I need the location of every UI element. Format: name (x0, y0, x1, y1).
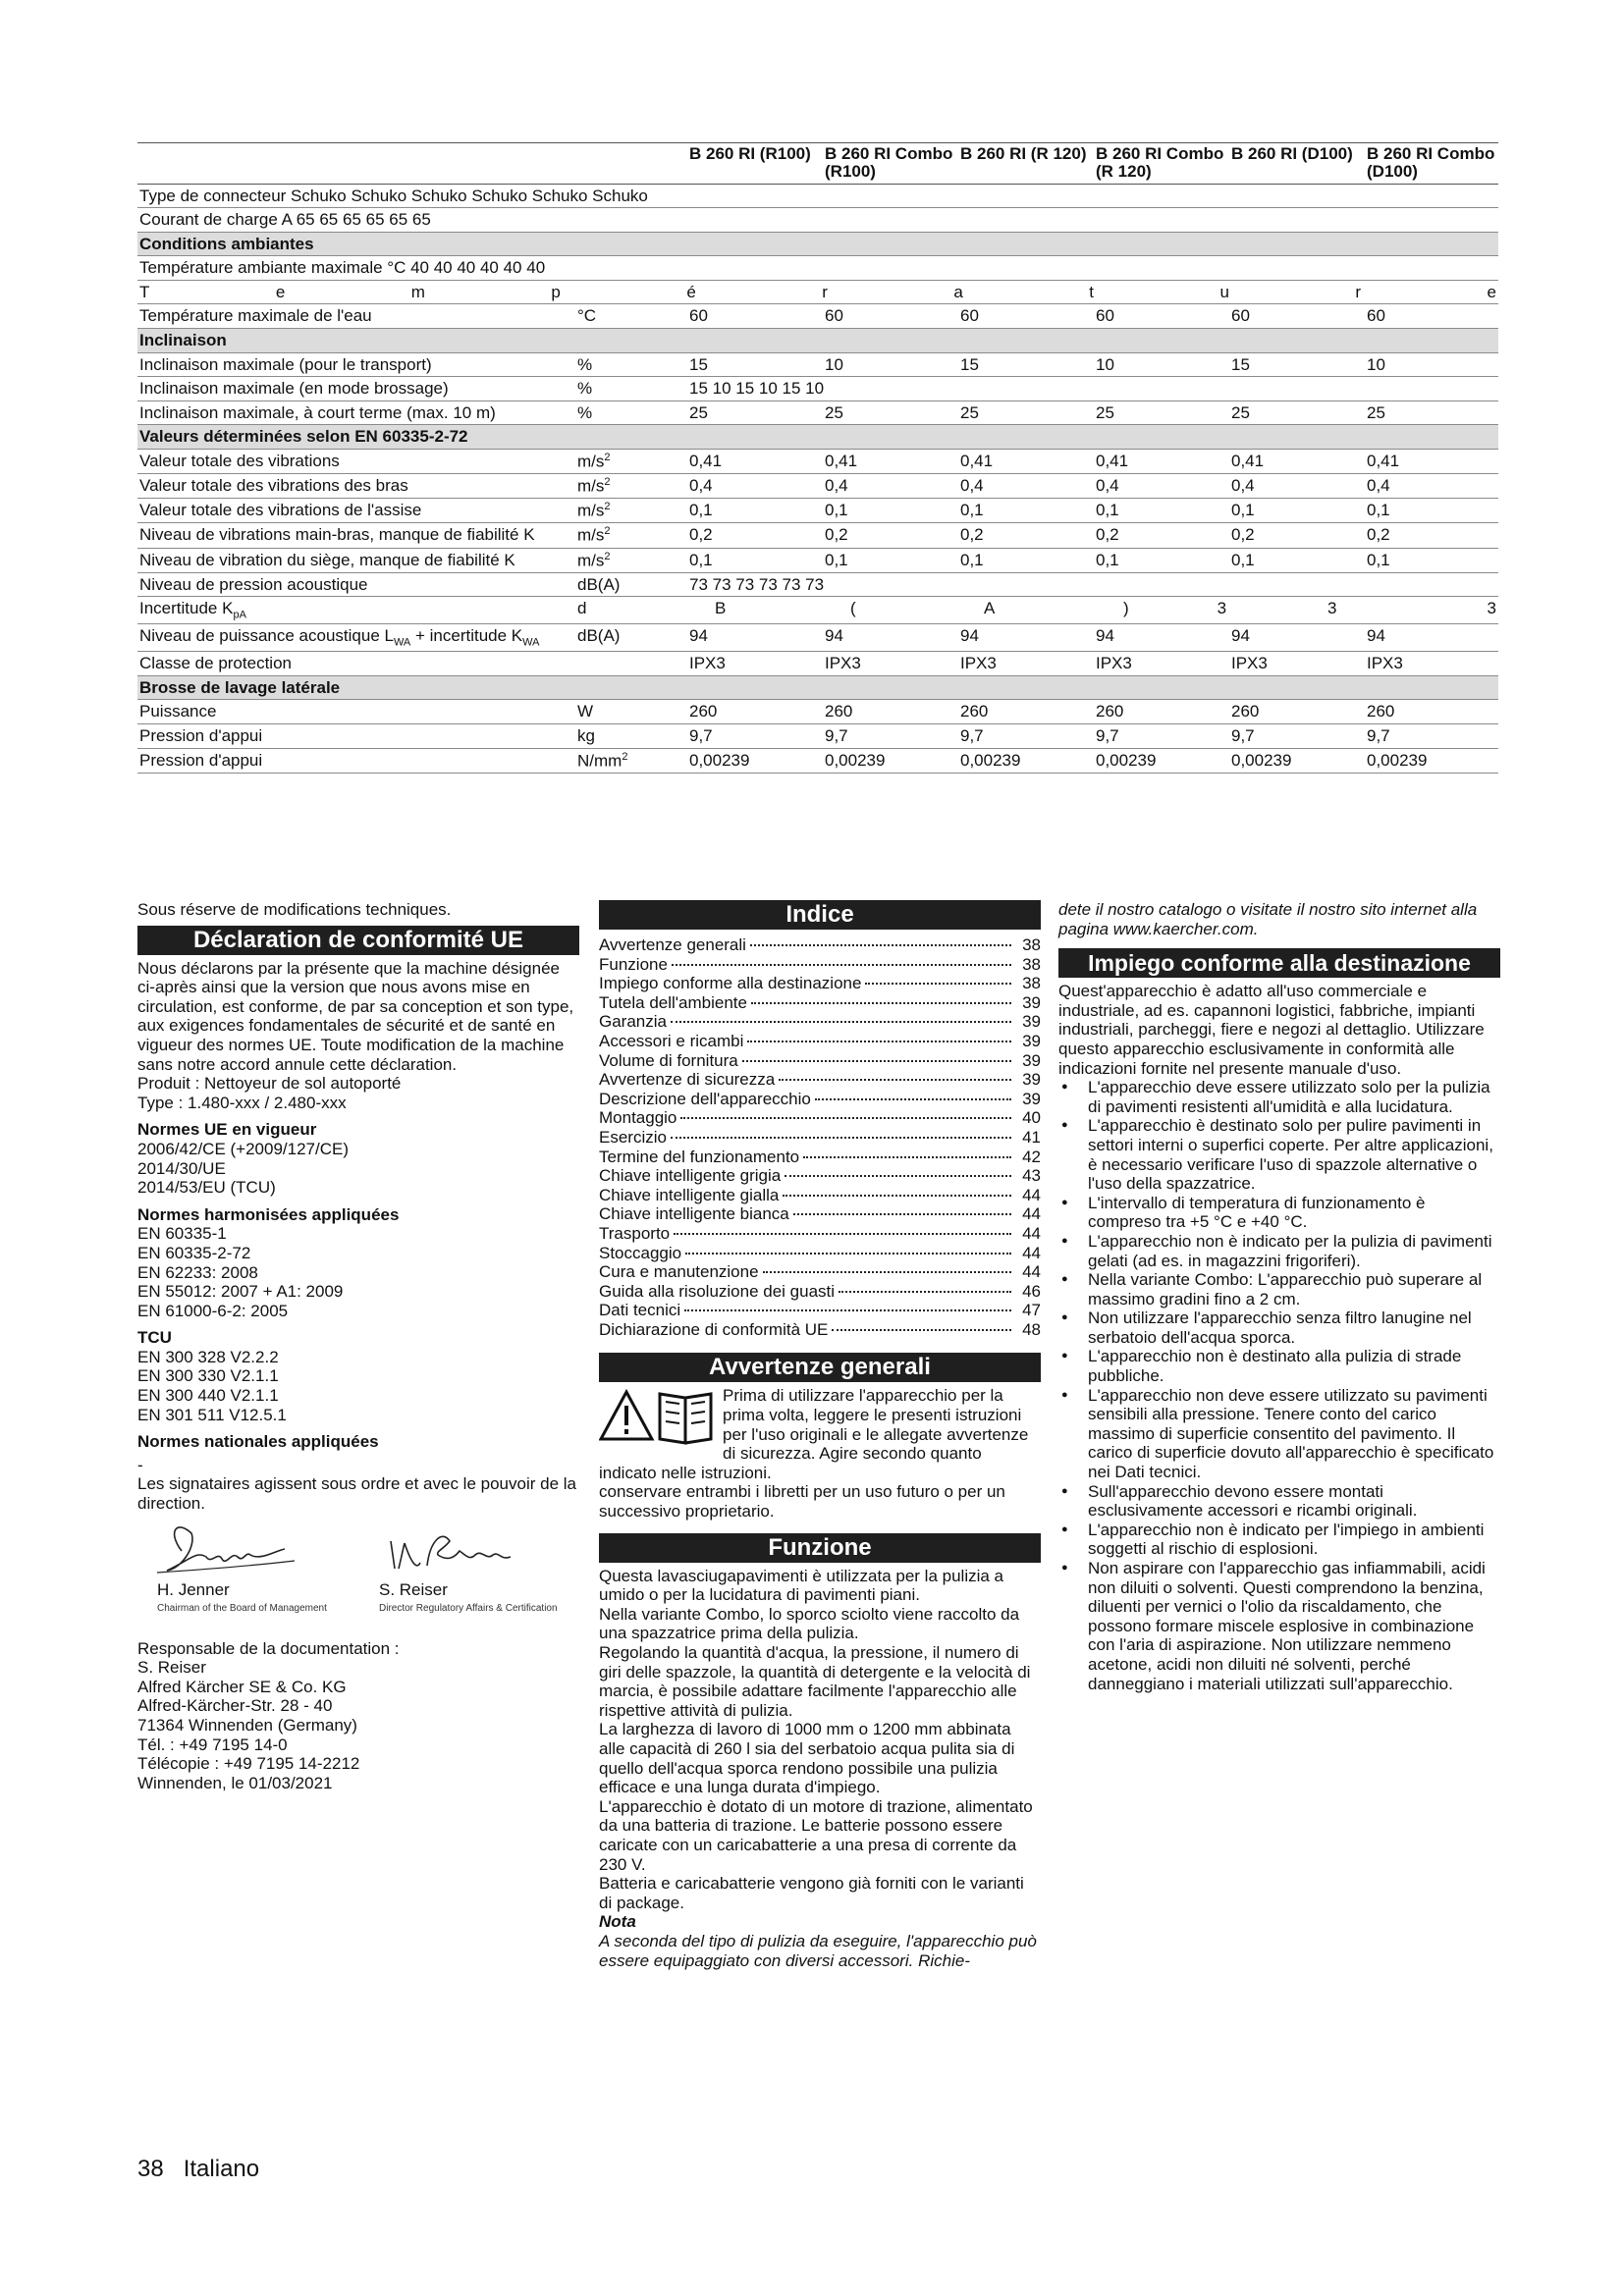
list-item: 2014/53/EU (TCU) (137, 1178, 276, 1198)
header-model-5: B 260 RI (D100) (1229, 143, 1365, 185)
table-row (137, 377, 1498, 401)
cell-value: 9,7 (1365, 723, 1498, 748)
table-row (137, 572, 1498, 597)
list-item: EN 300 328 V2.2.2 (137, 1347, 279, 1366)
row-unit: $m/s^2$ (575, 548, 687, 572)
row-label: Température maximale de l'eau (137, 304, 575, 329)
cell-value: 0,1 (1094, 499, 1229, 523)
signature-jenner-image (137, 1522, 334, 1580)
right-column (1058, 900, 1500, 1693)
spread-letter: e (1487, 282, 1496, 301)
spread-letter: é (686, 282, 696, 301)
row-connector: Type de connecteur Schuko Schuko Schuko Schuko Schuko Schuko (137, 184, 1498, 208)
toc-item[interactable]: Volume di fornitura 39 (599, 1050, 1041, 1070)
cell-value: 0,4 (1094, 473, 1229, 498)
cell-value: 260 (1365, 700, 1498, 724)
type-line: Type : 1.480-xxx / 2.480-xxx (137, 1093, 347, 1112)
cell-value: 60 (958, 304, 1094, 329)
cell-value: A (958, 597, 1094, 624)
cell-value: 9,7 (823, 723, 958, 748)
table-row (137, 280, 1498, 304)
section-incline: Inclinaison (137, 328, 1498, 352)
cell-value: ) 3 (1094, 597, 1229, 624)
cell-value: 94 (1365, 624, 1498, 652)
intended-use-intro: Quest'apparecchio è adatto all'uso commerciale e industriale, ad es. capannoni logistici, fabbriche, impianti industriali, parcheggi, fiere e negozi al dettaglio. Utilizzare questo apparecchio esclusivamente in conformità alle indicazioni fornite nel presente manuale d'uso. (1058, 982, 1485, 1078)
row-unit: °C (575, 304, 687, 329)
toc-item[interactable]: Impiego conforme alla destinazione 38 (599, 974, 1041, 993)
cell-value: IPX3 (958, 652, 1094, 676)
cell-value: 94 (823, 624, 958, 652)
row-label: Niveau de vibrations main-bras, manque de fiabilité K (137, 523, 575, 548)
cell-value: 10 (1094, 352, 1229, 377)
cell-value: 9,7 (958, 723, 1094, 748)
cell-value: 0,00239 (958, 748, 1094, 773)
cell-value: 0,1 (1094, 548, 1229, 572)
table-row (137, 499, 1498, 523)
spread-letter: p (551, 282, 561, 301)
cell-value: 0,1 (1229, 499, 1365, 523)
signer-name: S. Reiser (379, 1579, 448, 1599)
row-unit: d (575, 597, 687, 624)
toc-item[interactable]: Cura e manutenzione 44 (599, 1262, 1041, 1282)
table-row (137, 652, 1498, 676)
list-item: 2006/42/CE (+2009/127/CE) (137, 1139, 350, 1158)
function-heading: Funzione (599, 1533, 1041, 1563)
signer-name: H. Jenner (157, 1579, 230, 1599)
header-cell (575, 143, 687, 185)
signature-block-reiser (373, 1522, 589, 1619)
row-label: Puissance (137, 700, 575, 724)
table-row (137, 304, 1498, 329)
address-line: Responsable de la documentation : (137, 1638, 400, 1658)
signer-role: Director Regulatory Affairs & Certification (379, 1603, 558, 1615)
toc-item[interactable]: Dichiarazione di conformità UE 48 (599, 1319, 1041, 1339)
table-of-contents (599, 935, 1041, 1339)
table-row (137, 473, 1498, 498)
cell-value: IPX3 (1365, 652, 1498, 676)
cell-value: 260 (1094, 700, 1229, 724)
function-paragraph: Nella variante Combo, lo sporco sciolto viene raccolto da una spazzatrice prima della pulizia. (599, 1604, 1020, 1643)
intended-use-heading: Impiego conforme alla destinazione (1058, 948, 1500, 978)
row-ambient-temp: Température ambiante maximale °C 40 40 40 40 40 40 (137, 256, 1498, 281)
table-row (137, 184, 1498, 208)
row-label: Inclinaison maximale (pour le transport) (137, 352, 575, 377)
row-current: Courant de charge A 65 65 65 65 65 65 (137, 208, 1498, 233)
toc-item[interactable]: Esercizio 41 (599, 1127, 1041, 1147)
address-line: Alfred-Kärcher-Str. 28 - 40 (137, 1696, 333, 1716)
signatories-text: Les signataires agissent sous ordre et avec le pouvoir de la direction. (137, 1474, 576, 1514)
cell-value: 0,2 (823, 523, 958, 548)
toc-item[interactable]: Accessori e ricambi 39 (599, 1031, 1041, 1050)
row-unit: W (575, 700, 687, 724)
cell-merged-values: 15 10 15 10 15 10 (687, 377, 1498, 401)
section-values: Valeurs déterminées selon EN 60335-2-72 (137, 425, 1498, 450)
general-paragraph: Prima di utilizzare l'apparecchio per la prima volta, leggere le presenti istruzioni per l'uso originali e le allegate avvertenze di sicurezza. Agire secondo quanto indicato nelle istruzioni. (599, 1386, 1029, 1482)
spread-letter: a (953, 282, 963, 301)
section-row (137, 675, 1498, 700)
list-item: EN 300 330 V2.1.1 (137, 1366, 279, 1386)
row-unit: dB(A) (575, 624, 687, 652)
header-model-4: B 260 RI Combo (R 120) (1094, 143, 1229, 185)
toc-item[interactable]: Termine del funzionamento 42 (599, 1147, 1041, 1166)
row-label: Pression d'appui (137, 723, 575, 748)
list-item: EN 301 511 V12.5.1 (137, 1405, 287, 1424)
cell-value: 0,00239 (823, 748, 958, 773)
row-unit: dB(A) (575, 572, 687, 597)
row-label: Inclinaison maximale, à court terme (max. 10 m) (137, 400, 575, 425)
toc-item[interactable]: Chiave intelligente bianca 44 (599, 1204, 1041, 1224)
cell-value: 0,1 (823, 548, 958, 572)
row-unit: $m/s^2$ (575, 523, 687, 548)
table-row (137, 748, 1498, 773)
cell-value: 0,41 (823, 449, 958, 473)
table-row (137, 624, 1498, 652)
header-cell (137, 143, 575, 185)
toc-item[interactable]: Avvertenze di sicurezza 39 (599, 1070, 1041, 1090)
signature-reiser-image (373, 1522, 569, 1580)
cell-value: 0,1 (823, 499, 958, 523)
address-line: Winnenden, le 01/03/2021 (137, 1773, 333, 1792)
page-footer (137, 2156, 259, 2183)
row-label: Valeur totale des vibrations (137, 449, 575, 473)
cell-value: 60 (823, 304, 958, 329)
row-label: Niveau de vibration du siège, manque de fiabilité K (137, 548, 575, 572)
cell-value: 15 (958, 352, 1094, 377)
cell-value: 0,1 (1365, 548, 1498, 572)
function-paragraph: Regolando la quantità d'acqua, la pressione, il numero di giri delle spazzole, la quantità di detergente e la velocità di marcia, è possibile adattare facilmente l'apparecchio alle rispettive attività di pulizia. (599, 1643, 1031, 1720)
row-label: Pression d'appui (137, 748, 575, 773)
address-line: Télécopie : +49 7195 14-2212 (137, 1754, 360, 1774)
cell-value: 0,2 (958, 523, 1094, 548)
address-line: Tél. : +49 7195 14-0 (137, 1735, 288, 1754)
cell-value: 0,00239 (1094, 748, 1229, 773)
toc-item[interactable]: Chiave intelligente gialla 44 (599, 1185, 1041, 1204)
cell-value: 25 (687, 400, 823, 425)
tcu-title: TCU (137, 1328, 172, 1348)
address-line: 71364 Winnenden (Germany) (137, 1716, 357, 1735)
toc-item[interactable]: Tutela dell'ambiente 39 (599, 992, 1041, 1012)
cell-value: ( (823, 597, 958, 624)
row-label: Niveau de pression acoustique (137, 572, 575, 597)
table-row (137, 548, 1498, 572)
cell-value: 0,41 (1365, 449, 1498, 473)
table-row (137, 208, 1498, 233)
row-label: Niveau de puissance acoustique $L_{WA}$ + incertitude $K_{WA}$ (137, 624, 575, 652)
cell-value: 0,1 (1365, 499, 1498, 523)
signer-role: Chairman of the Board of Management (157, 1603, 327, 1615)
cell-value: 0,41 (958, 449, 1094, 473)
function-paragraph: L'apparecchio è dotato di un motore di trazione, alimentato da una batteria di trazione. Le batterie possono essere caricate con un caricabatterie a una presa di corrente da 230 V. (599, 1796, 1033, 1874)
spread-letter: T (139, 282, 150, 301)
list-item: ● L'apparecchio è destinato solo per pulire pavimenti in settori interni o superfici coperte. Per altre applicazioni, è necessario verificare l'uso di spazzole alternative o l'uso della spazzatrice. (1058, 1116, 1500, 1193)
note-text: A seconda del tipo di pulizia da eseguire, l'apparecchio può essere equipaggiato con diversi accessori. Richie- (599, 1931, 1037, 1970)
row-unit: % (575, 377, 687, 401)
table-row (137, 700, 1498, 724)
cell-value: 0,1 (958, 548, 1094, 572)
list-item: ● L'apparecchio non è indicato per la pulizia di pavimenti gelati (ad es. in magazzini frigoriferi). (1058, 1232, 1500, 1270)
table-row (137, 523, 1498, 548)
list-item: EN 300 440 V2.1.1 (137, 1386, 279, 1406)
list-item: ● Sull'apparecchio devono essere montati esclusivamente accessori e ricambi originali. (1058, 1482, 1500, 1521)
normes-nat-title: Normes nationales appliquées (137, 1432, 379, 1452)
table-header-row (137, 143, 1498, 185)
row-unit: % (575, 400, 687, 425)
general-notes (599, 1386, 1041, 1521)
list-item: ● L'apparecchio non deve essere utilizzato su pavimenti sensibili alla pressione. Tenere conto del carico massimo di superficie consentito del pavimento. Il carico di superficie dovuto all'apparecchio è specificato nei Dati tecnici. (1058, 1386, 1500, 1482)
toc-item[interactable]: Avvertenze generali 38 (599, 935, 1041, 954)
cell-value: 0,1 (958, 499, 1094, 523)
cell-value: 10 (823, 352, 958, 377)
spread-letter: e (275, 282, 286, 301)
list-item: ● L'apparecchio non è indicato per l'impiego in ambienti soggetti al rischio di esplosioni. (1058, 1521, 1500, 1559)
signature-area (137, 1522, 579, 1629)
row-unit (575, 652, 687, 676)
declaration-intro: Nous déclarons par la présente que la machine désignée ci-après ainsi que la version que nous avons mise en circulation, est conforme, de par sa conception et son type, aux exigences fondamentales de sécurité et de santé en vigueur des normes UE. Toute modification de la machine sans notre accord annule cette déclaration. (137, 958, 574, 1074)
toc-item[interactable]: Descrizione dell'apparecchio 39 (599, 1089, 1041, 1108)
list-item: EN 60335-2-72 (137, 1243, 251, 1262)
row-unit: % (575, 352, 687, 377)
cell-value: IPX3 (687, 652, 823, 676)
cell-value: 0,1 (1229, 548, 1365, 572)
table-row (137, 256, 1498, 281)
toc-item[interactable]: Chiave intelligente grigia 43 (599, 1166, 1041, 1186)
reserve-note: Sous réserve de modifications techniques. (137, 900, 452, 919)
toc-item[interactable]: Garanzia 39 (599, 1012, 1041, 1032)
page-number: 38 (137, 2156, 164, 2182)
row-spread-letters (137, 280, 1498, 304)
row-unit: $m/s^2$ (575, 449, 687, 473)
section-row (137, 425, 1498, 450)
row-unit: $m/s^2$ (575, 473, 687, 498)
cell-value: IPX3 (823, 652, 958, 676)
row-unit: $N/mm^2$ (575, 748, 687, 773)
list-item: ● L'intervallo di temperatura di funzionamento è compreso tra +5 °C e +40 °C. (1058, 1194, 1500, 1232)
row-label: Classe de protection (137, 652, 575, 676)
row-label: Incertitude $K_{pA}$ (137, 597, 575, 624)
toc-item[interactable]: Montaggio 40 (599, 1108, 1041, 1128)
list-item: EN 62233: 2008 (137, 1262, 258, 1282)
cell-value: 94 (1229, 624, 1365, 652)
section-row (137, 232, 1498, 256)
row-unit: $m/s^2$ (575, 499, 687, 523)
toc-item[interactable]: Stoccaggio 44 (599, 1243, 1041, 1262)
cell-value: 9,7 (1229, 723, 1365, 748)
row-unit: kg (575, 723, 687, 748)
function-paragraph: Batteria e caricabatterie vengono già forniti con le varianti di package. (599, 1874, 1024, 1912)
list-item: ● L'apparecchio non è destinato alla pulizia di strade pubbliche. (1058, 1347, 1500, 1385)
declaration-heading: Déclaration de conformité UE (137, 926, 579, 955)
cell-value: 94 (687, 624, 823, 652)
cell-value: 25 (1229, 400, 1365, 425)
note-title: Nota (599, 1912, 636, 1932)
spread-letter: u (1219, 282, 1229, 301)
cell-value: IPX3 (1094, 652, 1229, 676)
cell-value: 0,4 (823, 473, 958, 498)
table-row (137, 352, 1498, 377)
cell-value: 0,41 (687, 449, 823, 473)
row-label: Valeur totale des vibrations des bras (137, 473, 575, 498)
table-row (137, 723, 1498, 748)
list-item: ● Non utilizzare l'apparecchio senza filtro lanugine nel serbatoio dell'acqua sporca. (1058, 1308, 1500, 1347)
cell-value: 0,00239 (1229, 748, 1365, 773)
table-row (137, 449, 1498, 473)
product-line: Produit : Nettoyeur de sol autoporté (137, 1074, 402, 1094)
section-side-brush: Brosse de lavage latérale (137, 675, 1498, 700)
cell-value: B (687, 597, 823, 624)
middle-column (599, 900, 1041, 1970)
cell-value: 0,4 (958, 473, 1094, 498)
spread-letter: r (1355, 282, 1362, 301)
cell-value: 0,1 (687, 499, 823, 523)
toc-heading: Indice (599, 900, 1041, 930)
general-heading: Avvertenze generali (599, 1353, 1041, 1382)
cell-value: 9,7 (687, 723, 823, 748)
cell-value: 0,4 (687, 473, 823, 498)
cell-value: 0,00239 (687, 748, 823, 773)
normes-ue-title: Normes UE en vigueur (137, 1120, 317, 1140)
spread-letter: r (822, 282, 828, 301)
general-paragraph: conservare entrambi i libretti per un uso futuro o per un successivo proprietario. (599, 1482, 1005, 1522)
cell-value: 15 (1229, 352, 1365, 377)
cell-value: 94 (1094, 624, 1229, 652)
cell-value: IPX3 (1229, 652, 1365, 676)
list-item: ● L'apparecchio deve essere utilizzato solo per la pulizia di pavimenti resistenti all'umidità e alla lucidatura. (1058, 1078, 1500, 1116)
cell-value: 60 (1094, 304, 1229, 329)
spread-letter: t (1089, 282, 1095, 301)
cell-value: 0,4 (1229, 473, 1365, 498)
list-item: 2014/30/UE (137, 1158, 226, 1178)
cell-value: 15 (687, 352, 823, 377)
spec-table (137, 142, 1498, 774)
cell-value: 260 (1229, 700, 1365, 724)
cell-value: 0,2 (1094, 523, 1229, 548)
list-item: EN 61000-6-2: 2005 (137, 1301, 289, 1320)
normes-nat-value: - (137, 1455, 143, 1474)
list-item: ● Non aspirare con l'apparecchio gas infiammabili, acidi non diluiti o solventi. Questi comprendono la benzina, diluenti per vernici o l'olio da riscaldamento, che possono formare miscele esplosive in combinazione con l'aria di aspirazione. Non utilizzare nemmeno acetone, acidi non diluiti né solventi, perché danneggiano i materiali utilizzati sull'apparecchio. (1058, 1559, 1500, 1693)
cell-value: 25 (1365, 400, 1498, 425)
cell-value: 260 (687, 700, 823, 724)
table-row (137, 597, 1498, 624)
cell-value: 60 (1365, 304, 1498, 329)
cell-value: 25 (1094, 400, 1229, 425)
normes-harm-title: Normes harmonisées appliquées (137, 1204, 400, 1224)
function-paragraph: Questa lavasciugapavimenti è utilizzata per la pulizia a umido o per la lucidatura di pavimenti piani. (599, 1566, 1004, 1605)
cell-value: 0,4 (1365, 473, 1498, 498)
table-row (137, 400, 1498, 425)
cell-value: 260 (958, 700, 1094, 724)
toc-item[interactable]: Guida alla risoluzione dei guasti 46 (599, 1281, 1041, 1301)
list-item: EN 55012: 2007 + A1: 2009 (137, 1282, 344, 1302)
warning-manual-icon (599, 1388, 715, 1445)
cell-value: 0,2 (1229, 523, 1365, 548)
row-label: Valeur totale des vibrations de l'assise (137, 499, 575, 523)
cell-value: 60 (1229, 304, 1365, 329)
list-item: ● Nella variante Combo: L'apparecchio può superare al massimo gradini fino a 2 cm. (1058, 1270, 1500, 1308)
cell-value: 0,1 (687, 548, 823, 572)
toc-item[interactable]: Dati tecnici 47 (599, 1301, 1041, 1320)
left-column (137, 900, 579, 1792)
address-line: S. Reiser (137, 1658, 206, 1678)
signature-block-jenner (137, 1522, 353, 1619)
cell-value: 3 (1365, 597, 1498, 624)
cell-value: 260 (823, 700, 958, 724)
cell-value: 0,41 (1094, 449, 1229, 473)
toc-item[interactable]: Trasporto 44 (599, 1223, 1041, 1243)
row-label: Inclinaison maximale (en mode brossage) (137, 377, 575, 401)
function-paragraph: La larghezza di lavoro di 1000 mm o 1200 mm abbinata alle capacità di 260 l sia del serbatoio acqua pulita sia di quello dell'acqua sporca rendono possibile una pulizia efficace e una lunga durata d'impiego. (599, 1720, 1015, 1797)
section-ambient: Conditions ambiantes (137, 232, 1498, 256)
cell-value: 25 (823, 400, 958, 425)
cell-value: 60 (687, 304, 823, 329)
cell-value: 10 (1365, 352, 1498, 377)
header-model-2: B 260 RI Combo (R100) (823, 143, 958, 185)
cell-merged-values: 73 73 73 73 73 73 (687, 572, 1498, 597)
section-row (137, 328, 1498, 352)
footer-language: Italiano (183, 2156, 260, 2182)
continued-text: dete il nostro catalogo o visitate il nostro sito internet alla pagina www.kaercher.com. (1058, 900, 1478, 938)
header-model-3: B 260 RI (R 120) (958, 143, 1094, 185)
spread-letter: m (410, 282, 425, 301)
list-item: EN 60335-1 (137, 1224, 227, 1244)
cell-value: 94 (958, 624, 1094, 652)
toc-item[interactable]: Funzione 38 (599, 954, 1041, 974)
intended-use-list (1058, 1078, 1500, 1693)
cell-value: 0,2 (687, 523, 823, 548)
address-line: Alfred Kärcher SE & Co. KG (137, 1677, 347, 1696)
header-model-6: B 260 RI Combo (D100) (1365, 143, 1498, 185)
cell-value: 0,00239 (1365, 748, 1498, 773)
cell-value: 3 (1229, 597, 1365, 624)
header-model-1: B 260 RI (R100) (687, 143, 823, 185)
cell-value: 25 (958, 400, 1094, 425)
cell-value: 9,7 (1094, 723, 1229, 748)
cell-value: 0,41 (1229, 449, 1365, 473)
cell-value: 0,2 (1365, 523, 1498, 548)
